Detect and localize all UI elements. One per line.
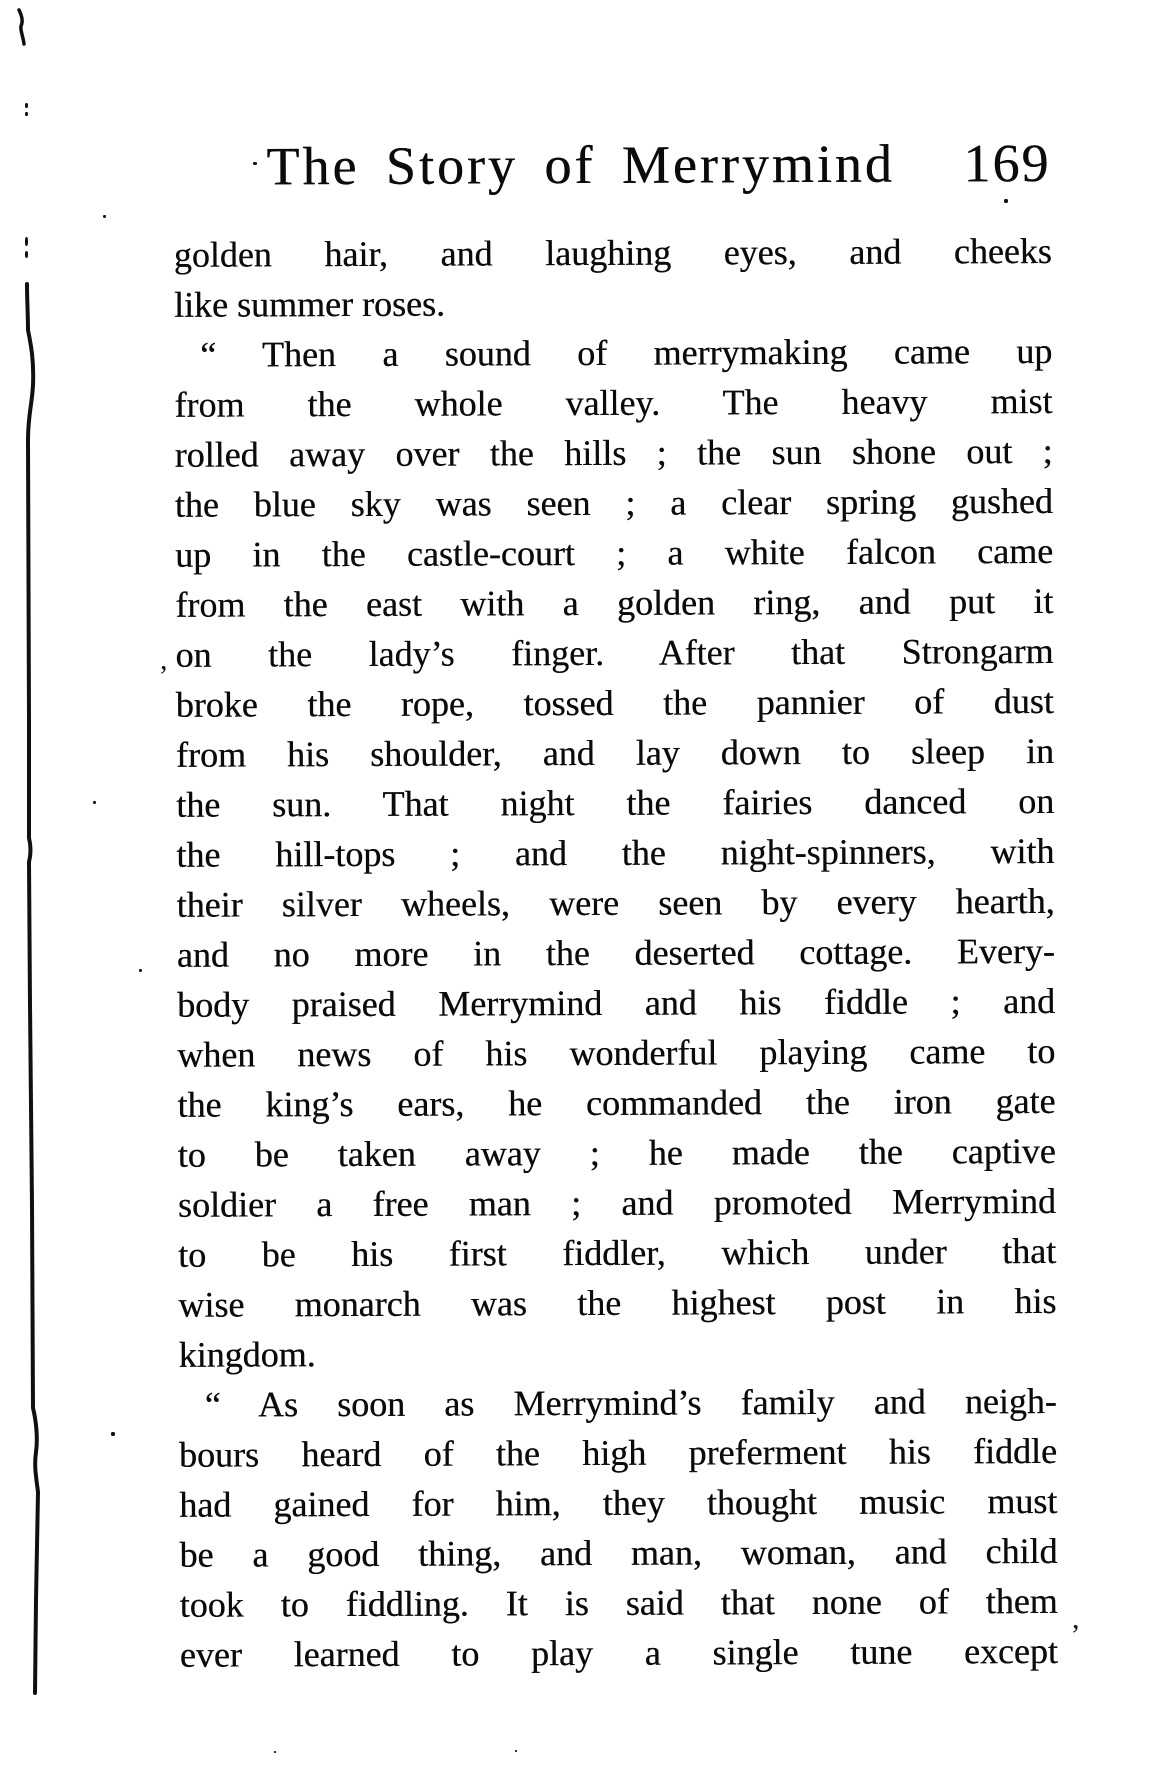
text-line: “ Then a sound of merrymaking came up xyxy=(200,330,1053,375)
running-header xyxy=(266,132,1050,197)
text-line: the sun. That night the fairies danced on xyxy=(176,780,1055,825)
text-line: wise monarch was the highest post in his xyxy=(178,1280,1057,1325)
text-line: ever learned to play a single tune except xyxy=(179,1630,1058,1675)
text-line: from the east with a golden ring, and put it xyxy=(175,580,1054,625)
page-number: 169 xyxy=(963,132,1051,194)
text-line: to be his first fiddler, which under that xyxy=(178,1230,1057,1275)
text-line: to be taken away ; he made the captive xyxy=(177,1130,1056,1175)
text-line: the king’s ears, he commanded the iron gate xyxy=(177,1080,1056,1125)
text-line: had gained for him, they thought music must xyxy=(179,1480,1058,1525)
text-line: from his shoulder, and lay down to sleep in xyxy=(175,730,1055,775)
body-text xyxy=(174,226,1058,1680)
text-line: kingdom. xyxy=(178,1334,316,1375)
text-line: bours heard of the high preferment his fiddle xyxy=(178,1430,1058,1475)
text-line: the hill-tops ; and the night-spinners, with xyxy=(176,830,1055,875)
text-line: took to fiddling. It is said that none of them xyxy=(179,1580,1058,1625)
text-line: “ As soon as Merrymind’s family and neigh- xyxy=(204,1380,1057,1425)
text-line: on the lady’s finger. After that Strongarm xyxy=(175,630,1054,675)
scan-artifact-comma-right: , xyxy=(1072,1602,1080,1635)
text-line: up in the castle-court ; a white falcon came xyxy=(174,530,1054,575)
scan-artifact-comma-left: , xyxy=(160,643,168,676)
text-line: rolled away over the hills ; the sun shone out ; xyxy=(174,430,1053,475)
page-title: The Story of Merrymind xyxy=(266,133,895,197)
text-line: body praised Merrymind and his fiddle ; and xyxy=(176,980,1056,1025)
text-line: from the whole valley. The heavy mist xyxy=(174,380,1053,425)
text-line: when news of his wonderful playing came to xyxy=(177,1030,1056,1075)
text-line: be a good thing, and man, woman, and child xyxy=(179,1530,1058,1575)
text-line: their silver wheels, were seen by every hearth, xyxy=(176,880,1055,925)
text-line: like summer roses. xyxy=(173,283,446,325)
text-line: broke the rope, tossed the pannier of dust xyxy=(175,680,1054,725)
text-line: soldier a free man ; and promoted Merrymind xyxy=(177,1180,1056,1225)
text-line: and no more in the deserted cottage. Every- xyxy=(176,930,1055,975)
text-line: golden hair, and laughing eyes, and cheeks xyxy=(173,230,1052,275)
text-line: the blue sky was seen ; a clear spring gushed xyxy=(174,480,1053,525)
